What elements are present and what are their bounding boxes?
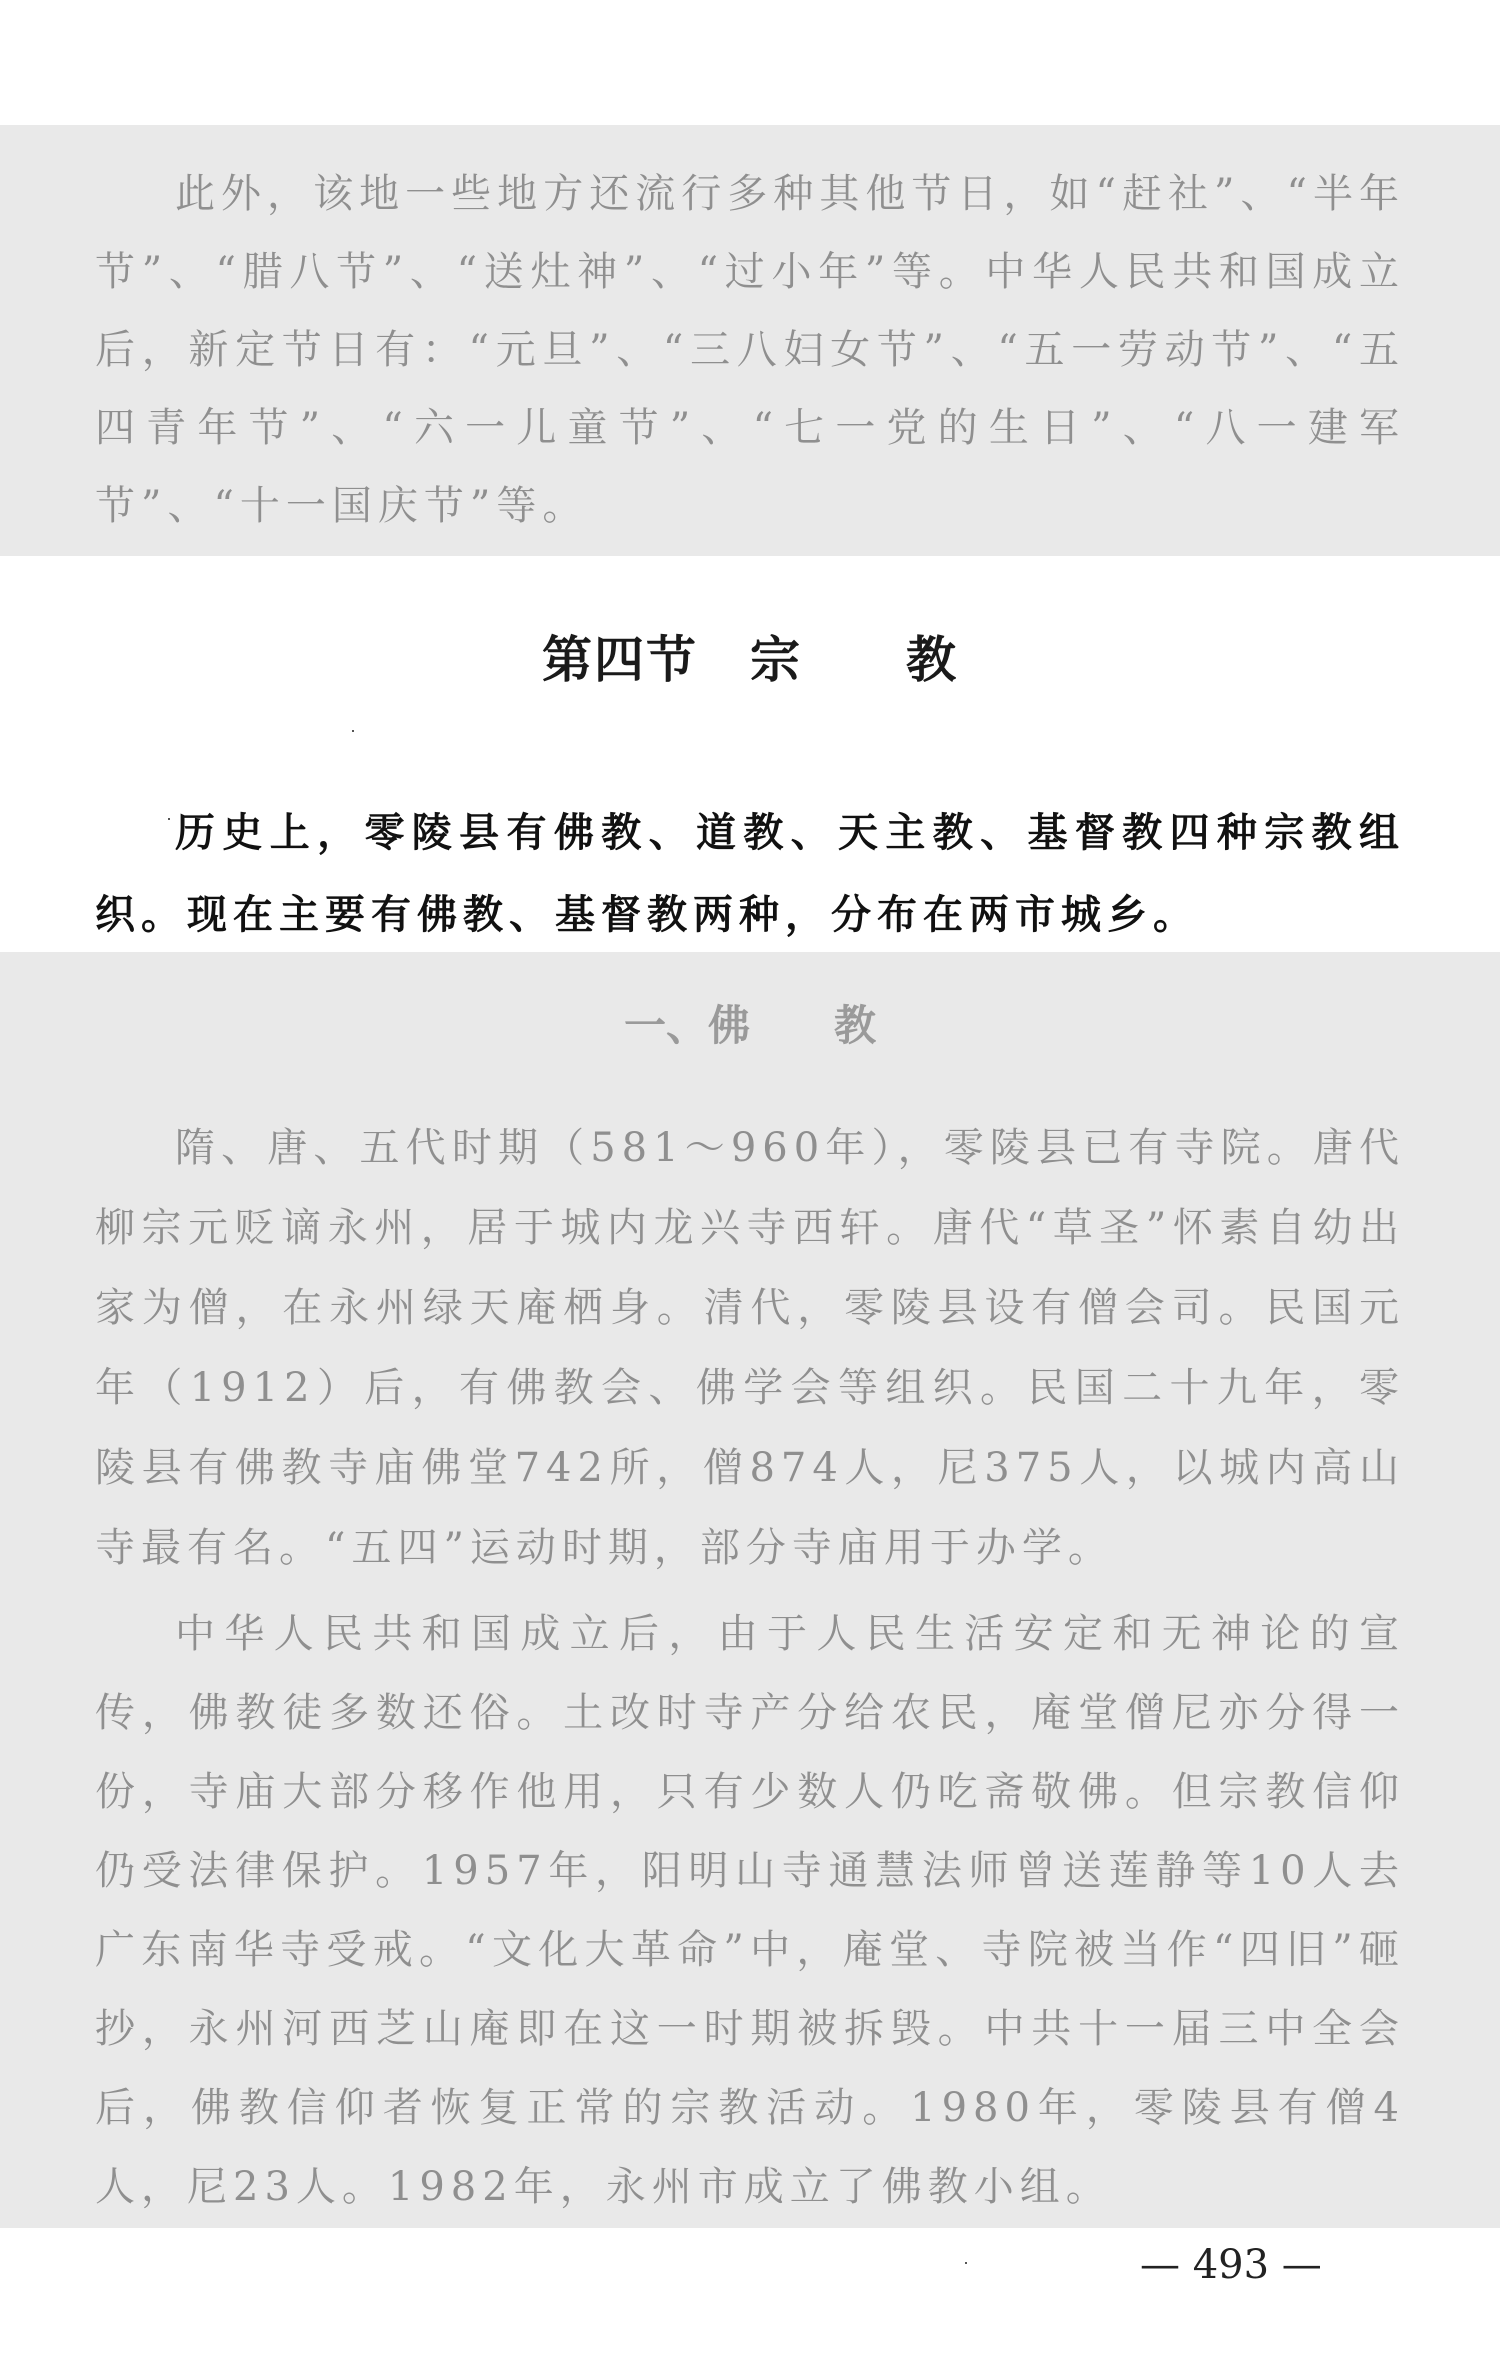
scan-speck [168, 818, 170, 820]
buddhism-modern-paragraph: 中华人民共和国成立后，由于人民生活安定和无神论的宣传，佛教徒多数还俗。土改时寺产分给农民，庵堂僧尼亦分得一份，寺庙大部分移作他用，只有少数人仍吃斋敬佛。但宗教信仰仍受法律保护。1957年，阳明山寺通慧法师曾送莲静等10人去广东南华寺受戒。“文化大革命”中，庵堂、寺院被当作“四旧”砸抄，永州河西芝山庵即在这一时期被拆毁。中共十一届三中全会后，佛教信仰者恢复正常的宗教活动。1980年，零陵县有僧4人，尼23人。1982年，永州市成立了佛教小组。 [95, 1611, 1405, 2210]
buddhism-history-paragraph: 隋、唐、五代时期（581～960年），零陵县已有寺院。唐代柳宗元贬谪永州，居于城内龙兴寺西轩。唐代“草圣”怀素自幼出家为僧，在永州绿天庵栖身。清代，零陵县设有僧会司。民国元年（1912）后，有佛教会、佛学会等组织。民国二十九年，零陵县有佛教寺庙佛堂742所，僧874人，尼375人，以城内高山寺最有名。“五四”运动时期，部分寺庙用于办学。 [95, 1125, 1405, 1571]
holidays-paragraph: 此外，该地一些地方还流行多种其他节日，如“赶社”、“半年节”、“腊八节”、“送灶神”、“过小年”等。中华人民共和国成立后，新定节日有：“元旦”、“三八妇女节”、“五一劳动节”、“五四青年节”、“六一儿童节”、“七一党的生日”、“八一建军节”、“十一国庆节”等。 [95, 171, 1405, 529]
subsection-title: 一、佛 教 [623, 1001, 876, 1050]
scan-speck [965, 2262, 967, 2264]
page-number: — 493 — [1140, 2242, 1322, 2288]
scan-speck [352, 730, 354, 732]
intro-paragraph: 历史上，零陵县有佛教、道教、天主教、基督教四种宗教组织。现在主要有佛教、基督教两种，分布在两市城乡。 [95, 809, 1405, 938]
section-title: 第四节 宗 教 [542, 630, 958, 689]
